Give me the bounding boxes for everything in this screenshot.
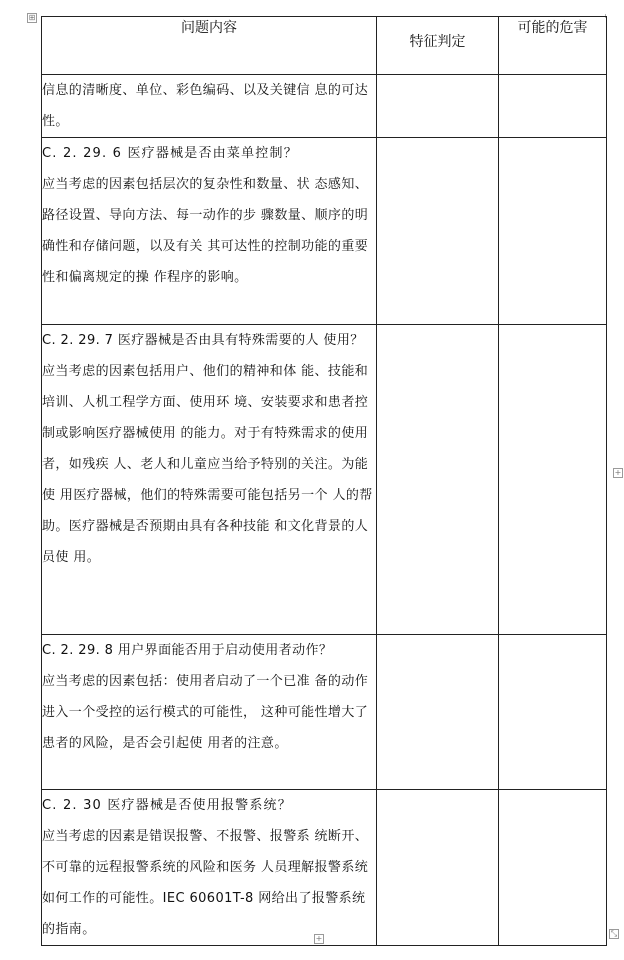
table-row — [42, 75, 607, 138]
question-text: 应当考虑的因素是错误报警、不报警、报警系 统断开、不可靠的远程报警系统的风险和医务 人员理解报警系统如何工作的可能性。IEC 60601T-8 网给出了报警系统的指南。 — [42, 829, 369, 937]
hazard-cell[interactable] — [499, 75, 607, 138]
question-cell[interactable] — [42, 790, 377, 946]
question-cell[interactable] — [42, 138, 377, 325]
header-possible-hazard: 可能的危害 — [499, 17, 607, 75]
table-row — [42, 138, 607, 325]
table-header-row — [42, 17, 607, 75]
table-row — [42, 790, 607, 946]
feature-cell[interactable] — [377, 635, 499, 790]
table-row — [42, 325, 607, 635]
hazard-cell[interactable] — [499, 325, 607, 635]
question-text: 信息的清晰度、单位、彩色编码、以及关键信 息的可达性。 — [42, 83, 369, 129]
table-resize-handle[interactable]: ⤡ — [610, 929, 618, 938]
add-column-handle[interactable]: + — [614, 468, 622, 477]
question-cell[interactable] — [42, 635, 377, 790]
header-question-content: 问题内容 — [42, 17, 377, 75]
question-heading: C. 2. 29. 6 医疗器械是否由菜单控制？ — [42, 146, 298, 161]
question-cell[interactable] — [42, 75, 377, 138]
header-feature-judgement: 特征判定 — [377, 17, 499, 75]
feature-cell[interactable] — [377, 325, 499, 635]
question-heading: C. 2. 29. 8 用户界面能否用于启动使用者动作？ — [42, 643, 333, 658]
feature-cell[interactable] — [377, 138, 499, 325]
question-cell[interactable] — [42, 325, 377, 635]
question-heading: C. 2. 29. 7 医疗器械是否由具有特殊需要的人 使用？ — [42, 333, 364, 348]
table-row — [42, 635, 607, 790]
hazard-cell[interactable] — [499, 635, 607, 790]
question-text: 应当考虑的因素包括用户、他们的精神和体 能、技能和培训、人机工程学方面、使用环 境、安装要求和患者控制或影响医疗器械使用 的能力。对于有特殊需求的使用者，如残疾 人、老人和儿童应当给予特别的关注。为能使 用医疗器械，他们的特殊需要可能包括另一个 人的帮助。医疗器械是否预期由具有各种技能 和文化背景的人员使 用。 — [42, 364, 373, 565]
add-row-handle[interactable]: + — [315, 934, 323, 943]
hazard-cell[interactable] — [499, 138, 607, 325]
feature-cell[interactable] — [377, 75, 499, 138]
requirements-table — [41, 16, 607, 946]
table-move-handle[interactable]: ⊞ — [28, 13, 36, 22]
question-text: 应当考虑的因素包括层次的复杂性和数量、状 态感知、路径设置、导向方法、每一动作的步 骤数量、顺序的明确性和存储问题，以及有关 其可达性的控制功能的重要性和偏离规定的操 作程序的影响。 — [42, 177, 369, 285]
feature-cell[interactable] — [377, 790, 499, 946]
hazard-cell[interactable] — [499, 790, 607, 946]
question-heading: C. 2. 30 医疗器械是否使用报警系统？ — [42, 798, 292, 813]
question-text: 应当考虑的因素包括：使用者启动了一个已准 备的动作进入一个受控的运行模式的可能性， 这种可能性增大了患者的风险，是否会引起使 用者的注意。 — [42, 674, 369, 751]
